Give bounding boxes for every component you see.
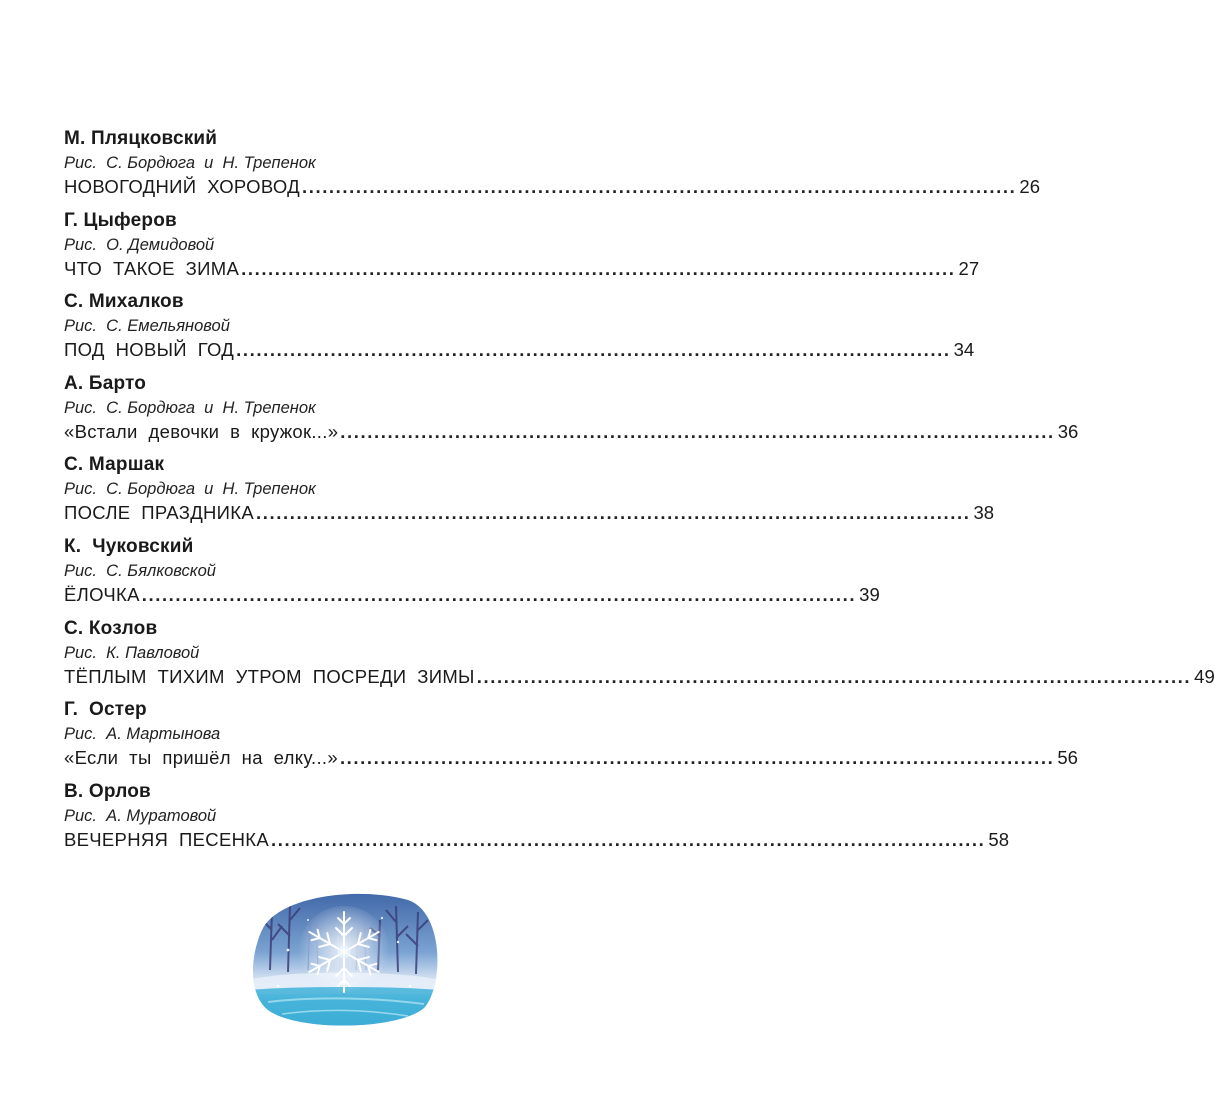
toc-title-row[interactable] [64,827,1009,853]
toc-title-row[interactable] [64,419,1079,445]
toc-author: В. Орлов [64,780,151,802]
toc-illustrator: Рис. С. Бялковской [64,561,216,580]
toc-illustrator: Рис. А. Мартынова [64,725,221,744]
toc-author: С. Маршак [64,454,165,476]
toc-title: ЧТО ТАКОЕ ЗИМА [64,257,240,279]
toc-entry [64,127,1040,209]
toc-entry [64,780,1009,862]
toc-title: НОВОГОДНИЙ ХОРОВОД [64,176,300,197]
toc-illustrator: Рис. С. Бордюга и Н. Трепенок [64,398,316,417]
toc-author: А. Барто [64,372,147,394]
dot-leader: .......................................................................................................... [339,747,1055,769]
snowflake-winter-illustration-icon [248,890,440,1028]
toc-entry [64,617,1215,699]
toc-author: К. Чуковский [64,535,194,557]
toc-title: ЁЛОЧКА [64,583,140,605]
toc-illustrator: Рис. К. Павловой [64,643,200,662]
toc-page-number: 27 [958,257,980,279]
toc-author: С. Михалков [64,291,184,313]
toc-page-number: 58 [988,828,1009,850]
dot-leader: .......................................................................................................... [340,420,1055,442]
toc-page-number: 39 [859,583,880,605]
toc-page-number: 38 [973,502,995,524]
dot-leader: .......................................................................................................... [270,828,986,850]
toc-title: «Встали девочки в кружок...» [64,420,339,442]
dot-leader: .......................................................................................................... [236,339,951,361]
toc-title-row[interactable] [64,745,1078,771]
toc-author: Г. Остер [64,699,147,721]
toc-entry [64,453,995,535]
toc-page-number: 36 [1057,420,1079,442]
toc-author: С. Козлов [64,617,158,639]
table-of-contents [64,127,1215,861]
dot-leader: .......................................................................................................... [301,176,1017,197]
toc-title: ПОД НОВЫЙ ГОД [64,339,235,361]
toc-title-row[interactable] [64,664,1215,690]
toc-illustrator: Рис. С. Бордюга и Н. Трепенок [64,154,316,172]
toc-author: М. Пляцковский [64,128,218,149]
toc-title: ТЁПЛЫМ ТИХИМ УТРОМ ПОСРЕДИ ЗИМЫ [64,665,475,687]
toc-entry [64,209,980,291]
toc-illustrator: Рис. С. Емельяновой [64,317,230,336]
toc-author: Г. Цыферов [64,209,177,231]
toc-title-row[interactable] [64,582,880,608]
toc-page-number: 26 [1019,176,1040,197]
toc-title-row[interactable] [64,256,980,282]
dot-leader: .......................................................................................................... [256,502,971,524]
toc-page-number: 34 [953,339,975,361]
dot-leader: .......................................................................................................... [141,583,857,605]
toc-entry [64,290,975,372]
toc-title: «Если ты пришёл на елку...» [64,747,338,769]
toc-page-number: 49 [1194,665,1215,687]
toc-entry [64,698,1078,780]
toc-illustrator: Рис. А. Муратовой [64,806,217,825]
toc-title: ВЕЧЕРНЯЯ ПЕСЕНКА [64,828,269,850]
toc-title-row[interactable] [64,337,975,363]
toc-illustrator: Рис. С. Бордюга и Н. Трепенок [64,480,316,499]
dot-leader: .......................................................................................................... [476,665,1192,687]
toc-page-number: 56 [1057,747,1078,769]
dot-leader: .......................................................................................................... [241,257,956,279]
toc-entry [64,535,880,617]
toc-title-row[interactable] [64,174,1040,200]
toc-title: ПОСЛЕ ПРАЗДНИКА [64,502,254,524]
toc-illustrator: Рис. О. Демидовой [64,235,215,254]
toc-title-row[interactable] [64,500,995,526]
toc-entry [64,372,1079,454]
